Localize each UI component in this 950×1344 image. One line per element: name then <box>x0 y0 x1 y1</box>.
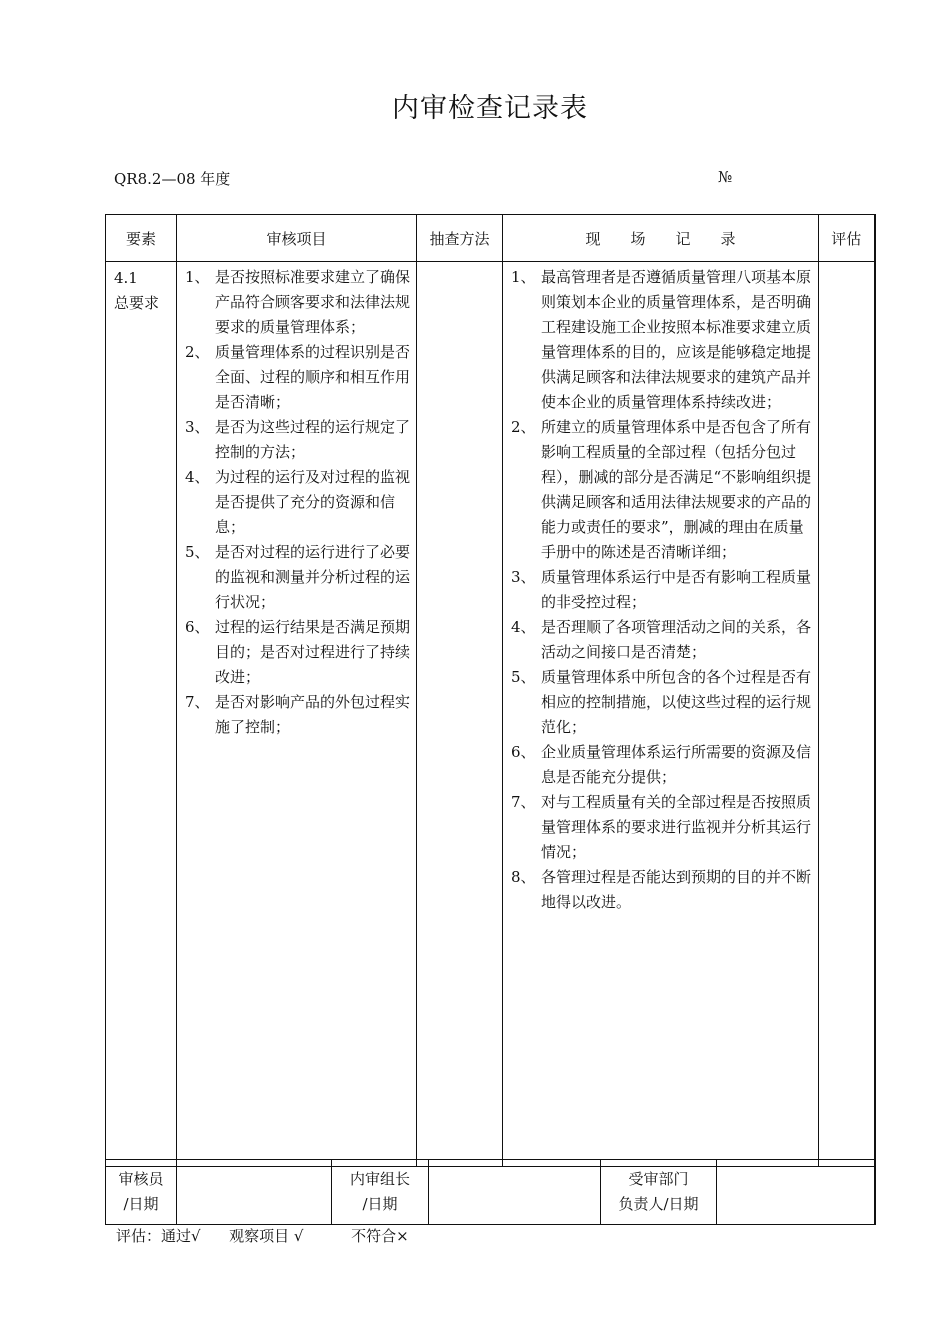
form-code: QR8.2—08 年度 <box>114 170 231 188</box>
record-item-number: 7、 <box>511 793 536 811</box>
header-audit-items: 审核项目 <box>177 215 417 262</box>
dept-label-line2: 负责人/日期 <box>618 1195 699 1213</box>
auditor-label-line1: 审核员 <box>118 1170 164 1188</box>
evaluation-cell[interactable] <box>819 262 875 1167</box>
method-cell[interactable] <box>417 262 503 1167</box>
record-item <box>511 740 812 790</box>
dept-field[interactable] <box>717 1160 875 1225</box>
record-item <box>511 790 812 865</box>
record-item-text: 各管理过程是否能达到预期的目的并不断地得以改进。 <box>541 868 812 911</box>
record-item-text: 企业质量管理体系运行所需要的资源及信息是否能充分提供； <box>541 743 812 786</box>
record-item <box>511 265 812 415</box>
signature-row <box>106 1160 875 1225</box>
record-item-number: 5、 <box>511 668 536 686</box>
table-row <box>106 262 875 1167</box>
audit-item <box>185 615 410 690</box>
document-title: 内审检查记录表 <box>392 93 588 124</box>
record-item-text: 对与工程质量有关的全部过程是否按照质量管理体系的要求进行监视并分析其运行情况； <box>541 793 812 861</box>
audit-items-cell <box>177 262 417 1167</box>
audit-item-number: 2、 <box>185 343 210 361</box>
audit-item-text: 是否对过程的运行进行了必要的监视和测量并分析过程的运行状况； <box>215 543 411 611</box>
audit-item-text: 是否按照标准要求建立了确保产品符合顾客要求和法律法规要求的质量管理体系； <box>215 268 411 336</box>
auditor-field[interactable] <box>177 1160 332 1225</box>
audit-record-table <box>105 214 876 1167</box>
audit-item <box>185 340 410 415</box>
auditor-label-line2: /日期 <box>123 1195 159 1213</box>
header-evaluation: 评估 <box>819 215 875 262</box>
record-item <box>511 415 812 565</box>
header-method: 抽查方法 <box>417 215 503 262</box>
record-item-text: 质量管理体系运行中是否有影响工程质量的非受控过程； <box>541 568 812 611</box>
leader-field[interactable] <box>429 1160 601 1225</box>
leader-label-line2: /日期 <box>362 1195 398 1213</box>
audit-items-list <box>177 262 416 740</box>
record-item-text: 最高管理者是否遵循质量管理八项基本原则策划本企业的质量管理体系，是否明确工程建设施工企业按照本标准要求建立质量管理体系的目的，应该是能够稳定地提供满足顾客和法律法规要求的建筑产品并使本企业的质量管理体系持续改进； <box>541 268 812 411</box>
record-item-number: 8、 <box>511 868 536 886</box>
header-record: 现 场 记 录 <box>503 215 819 262</box>
record-cell <box>503 262 819 1167</box>
dept-label-line1: 受审部门 <box>628 1170 689 1188</box>
audit-item <box>185 540 410 615</box>
leader-label <box>332 1160 429 1225</box>
audit-item-text: 质量管理体系的过程识别是否全面、过程的顺序和相互作用是否清晰； <box>215 343 411 411</box>
table-header-row <box>106 215 875 262</box>
audit-item-number: 4、 <box>185 468 210 486</box>
record-item-number: 3、 <box>511 568 536 586</box>
audit-item-text: 过程的运行结果是否满足预期目的；是否对过程进行了持续改进； <box>215 618 411 686</box>
signature-table <box>105 1159 876 1225</box>
record-item <box>511 565 812 615</box>
audit-item-number: 3、 <box>185 418 210 436</box>
element-cell <box>106 262 177 1167</box>
dept-label <box>601 1160 717 1225</box>
audit-item-text: 是否对影响产品的外包过程实施了控制； <box>215 693 411 736</box>
audit-item-number: 5、 <box>185 543 210 561</box>
header-element: 要素 <box>106 215 177 262</box>
record-item-number: 2、 <box>511 418 536 436</box>
audit-item <box>185 465 410 540</box>
record-item-text: 质量管理体系中所包含的各个过程是否有相应的控制措施，以使这些过程的运行规范化； <box>541 668 812 736</box>
record-item <box>511 665 812 740</box>
element-code: 4.1 <box>114 269 138 287</box>
audit-item-number: 7、 <box>185 693 210 711</box>
audit-item-number: 6、 <box>185 618 210 636</box>
audit-item <box>185 690 410 740</box>
record-item-text: 是否理顺了各项管理活动之间的关系，各活动之间接口是否清楚； <box>541 618 812 661</box>
record-item <box>511 615 812 665</box>
record-item-number: 6、 <box>511 743 536 761</box>
element-name: 总要求 <box>114 294 160 312</box>
record-item <box>511 865 812 915</box>
audit-item <box>185 415 410 465</box>
record-item-number: 4、 <box>511 618 536 636</box>
record-item-number: 1、 <box>511 268 536 286</box>
auditor-label <box>106 1160 177 1225</box>
leader-label-line1: 内审组长 <box>349 1170 410 1188</box>
record-item-text: 所建立的质量管理体系中是否包含了所有影响工程质量的全部过程（包括分包过程），删减的部分是否满足“不影响组织提供满足顾客和适用法律法规要求的产品的能力或责任的要求”，删减的理由在质量手册中的陈述是否清晰详细； <box>541 418 812 561</box>
evaluation-legend: 评估：通过√ 观察项目 √ 不符合× <box>116 1227 409 1245</box>
audit-item-text: 为过程的运行及对过程的监视是否提供了充分的资源和信息； <box>215 468 411 536</box>
record-list <box>503 262 818 915</box>
audit-item-number: 1、 <box>185 268 210 286</box>
audit-item <box>185 265 410 340</box>
audit-item-text: 是否为这些过程的运行规定了控制的方法； <box>215 418 411 461</box>
number-label: № <box>718 168 733 186</box>
